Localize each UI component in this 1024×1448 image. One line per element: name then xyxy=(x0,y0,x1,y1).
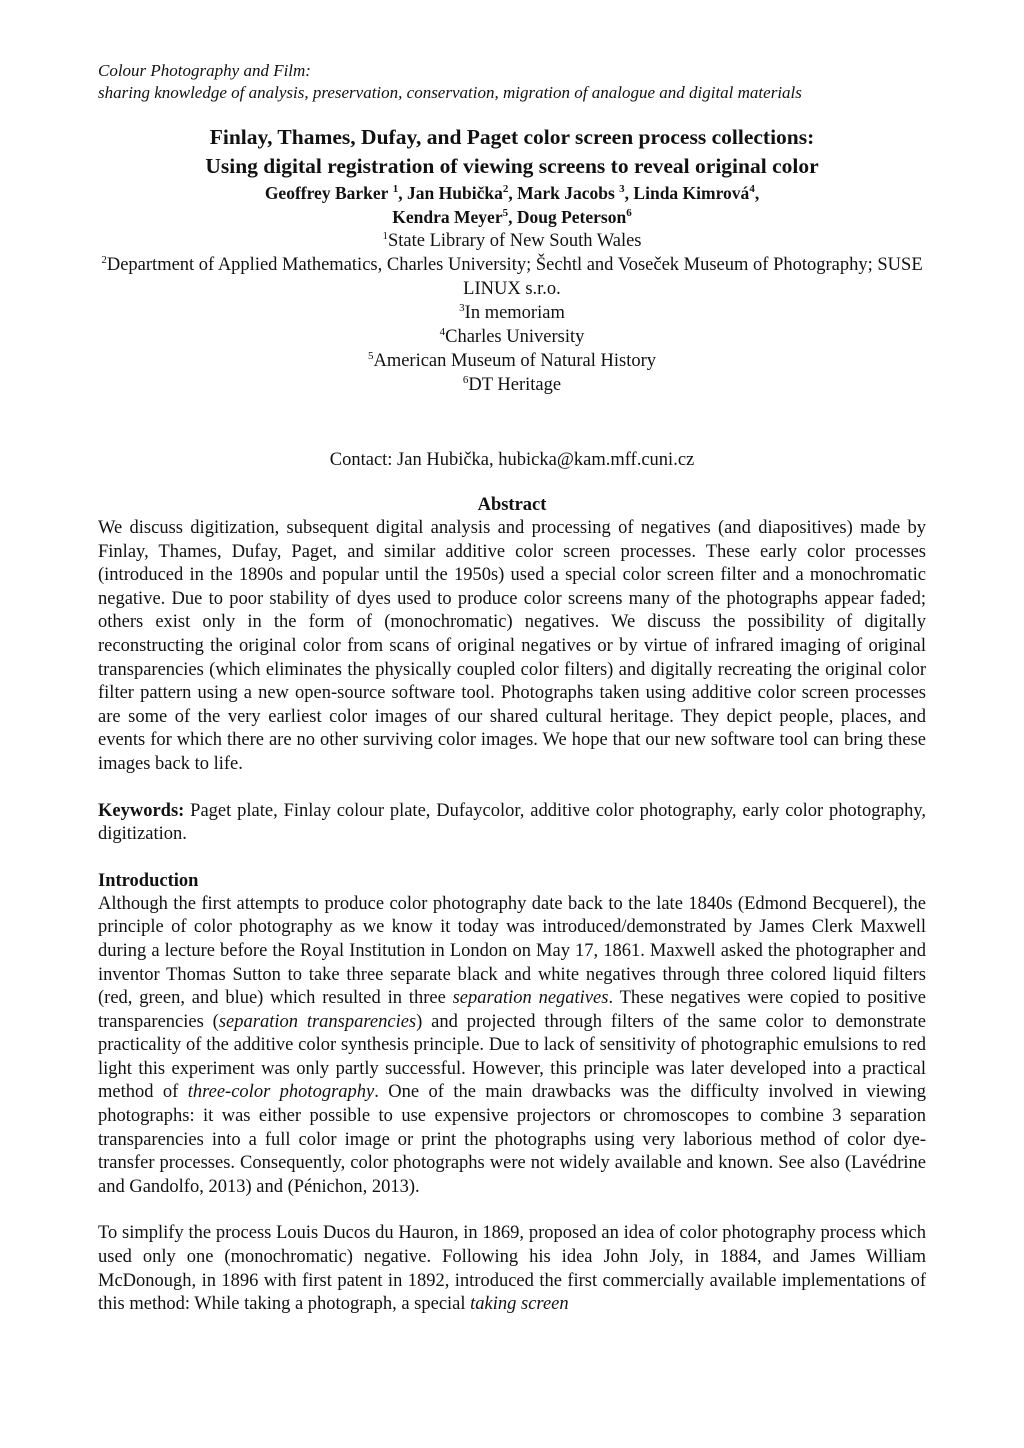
keywords xyxy=(98,800,926,847)
header-line-1: Colour Photography and Film: xyxy=(98,61,311,80)
emphasis: three-color photography xyxy=(187,1082,375,1103)
author-line-2: Kendra Meyer$^5$, Doug Peterson$^6$ xyxy=(392,207,632,227)
abstract-text: We discuss digitization, subsequent digital analysis and processing of negatives (and diapositives) made by Finlay, Thames, Dufay, Paget, and similar additive color screen processes. These early color processes (introduced in the 1890s and popular until the 1950s) used a special color screen filter and a monochromatic negative. Due to poor stability of dyes used to produce color screens many of the photographs appear faded; others exist only in the form of (monochromatic) negatives. We discuss the possibility of digitally reconstructing the original color from scans of original negatives or by virtue of infrared imaging of original transparencies (which eliminates the physically coupled color filters) and digitally recreating the original color filter pattern using a new open-source software tool. Photographs taken using additive color screen processes are some of the very earliest color images of our shared cultural heritage. They depict people, places, and events for which there are no other surviving color images. We hope that our new software tool can bring these images back to life. xyxy=(98,518,926,774)
affiliation-mark: 5 xyxy=(367,349,374,362)
author-mark: 6 xyxy=(626,207,632,220)
author-mark: 1 xyxy=(392,183,399,196)
title-line-1: Finlay, Thames, Dufay, and Paget color screen process collections: xyxy=(209,125,815,149)
affiliation-mark: 3 xyxy=(459,301,465,314)
affiliation-item: $^1$State Library of New South Wales xyxy=(382,229,642,251)
paper-title xyxy=(98,123,926,181)
affiliation-mark: 1 xyxy=(382,229,388,242)
header-line-2: sharing knowledge of analysis, preservation, conservation, migration of analogue and digital materials xyxy=(98,83,802,102)
title-line-2: Using digital registration of viewing screens to reveal original color xyxy=(205,154,819,178)
author-line-1: Geoffrey Barker $^1$, Jan Hubička$^2$, Mark Jacobs $^3$, Linda Kimrová$^4$, xyxy=(264,183,760,203)
emphasis: taking screen xyxy=(470,1294,569,1315)
paper-page xyxy=(98,60,926,1317)
affiliation-mark: 4 xyxy=(439,325,446,338)
author-mark: 2 xyxy=(502,183,509,196)
author-name: Linda Kimrová xyxy=(633,183,750,203)
affiliation-mark: 6 xyxy=(462,373,469,386)
introduction-paragraph-2: To simplify the process Louis Ducos du Hauron, in 1869, proposed an idea of color photography process which used only one (monochromatic) negative. Following his idea John Joly, in 1884, and James William McDonough, in 1896 with first patent in 1892, introduced the first commercially available implementations of this method: While taking a photograph, a special taking screen xyxy=(98,1223,926,1315)
affiliation-item: $^2$Department of Applied Mathematics, Charles University; Šechtl and Voseček Museum of Photography; SUSE LINUX s.r.o. xyxy=(101,253,923,299)
emphasis: separation negatives xyxy=(452,988,609,1009)
author-mark: 3 xyxy=(619,183,625,196)
author-mark: 4 xyxy=(749,183,755,196)
author-name: Kendra Meyer xyxy=(392,207,503,227)
author-list xyxy=(98,181,926,229)
author-name: Doug Peterson xyxy=(516,207,627,227)
introduction-paragraph-1: Although the first attempts to produce color photography date back to the late 1840s (Edmond Becquerel), the principle of color photography as we know it today was introduced/demonstrated by James Clerk Maxwell during a lecture before the Royal Institution in London on May 17, 1861. Maxwell asked the photographer and inventor Thomas Sutton to take three separate black and white negatives through three colored liquid filters (red, green, and blue) which resulted in three separation negatives. These negatives were copied to positive transparencies (separation transparencies) and projected through filters of the same color to demonstrate practicality of the additive color synthesis principle. Due to lack of sensitivity of photographic emulsions to red light this experiment was only partly successful. However, this principle was later developed into a practical method of three-color photography. One of the main drawbacks was the difficulty involved in viewing photographs: it was either possible to use expensive projectors or chromoscopes to combine 3 separation transparencies into a full color image or print the photographs using very laborious method of color dye-transfer processes. Consequently, color photographs were not widely available and known. See also (Lavédrine and Gandolfo, 2013) and (Pénichon, 2013). xyxy=(98,893,926,1197)
author-mark: 5 xyxy=(502,207,509,220)
author-name: Jan Hubička xyxy=(407,183,503,203)
affiliation-item: $^3$In memoriam xyxy=(459,301,565,323)
contact-line: Contact: Jan Hubička, hubicka@kam.mff.cuni.cz xyxy=(329,450,695,470)
affiliation-item: $^6$DT Heritage xyxy=(462,373,562,395)
abstract-heading: Abstract xyxy=(477,495,547,515)
author-name: Geoffrey Barker xyxy=(264,183,389,203)
running-header xyxy=(98,60,926,104)
author-name: Mark Jacobs xyxy=(517,183,615,203)
affiliation-item: $^4$Charles University xyxy=(439,325,585,347)
keywords-label: Keywords: xyxy=(98,800,185,821)
keywords-text: Paget plate, Finlay colour plate, Dufaycolor, additive color photography, early color photography, digitization. xyxy=(98,800,926,845)
affiliation-item: $^5$American Museum of Natural History xyxy=(367,349,657,371)
affiliation-mark: 2 xyxy=(101,253,107,266)
introduction-heading: Introduction xyxy=(98,870,199,891)
affiliation-list xyxy=(98,229,926,397)
emphasis: separation transparencies xyxy=(218,1011,417,1032)
